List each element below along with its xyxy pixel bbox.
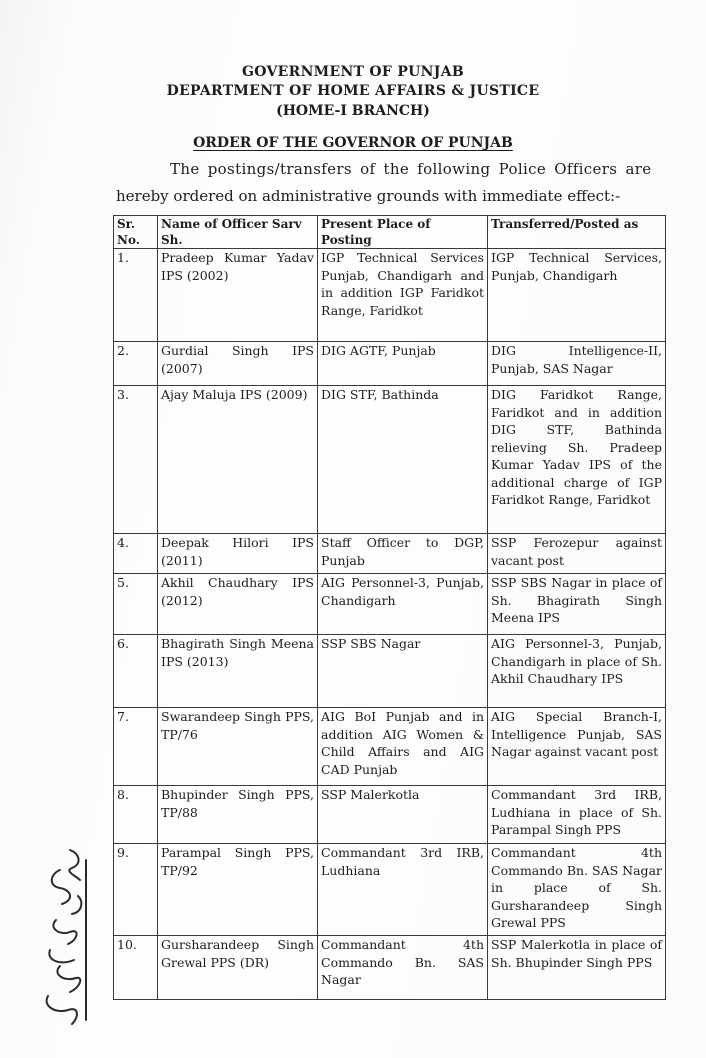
table-row bbox=[114, 786, 666, 844]
table-row bbox=[114, 574, 666, 635]
row-present-posting: Commandant 4th Commando Bn. SAS Nagar bbox=[318, 936, 488, 1000]
table-row bbox=[114, 342, 666, 386]
row-present-posting: SSP SBS Nagar bbox=[318, 635, 488, 708]
row-officer-name: Parampal Singh PPS, TP/92 bbox=[158, 844, 318, 936]
row-present-posting: Commandant 3rd IRB, Ludhiana bbox=[318, 844, 488, 936]
row-sr-no: 7. bbox=[114, 708, 158, 786]
table-header-row bbox=[114, 216, 666, 249]
row-transferred-as: AIG Personnel-3, Punjab, Chandigarh in place of Sh. Akhil Chaudhary IPS bbox=[488, 635, 666, 708]
header-present-posting: Present Place of Posting bbox=[318, 216, 488, 249]
row-transferred-as: SSP Malerkotla in place of Sh. Bhupinder Singh PPS bbox=[488, 936, 666, 1000]
row-sr-no: 9. bbox=[114, 844, 158, 936]
row-present-posting: Staff Officer to DGP, Punjab bbox=[318, 534, 488, 574]
row-transferred-as: DIG Faridkot Range, Faridkot and in addition DIG STF, Bathinda relieving Sh. Pradeep Kumar Yadav IPS of the additional charge of IGP Faridkot Range, Faridkot bbox=[488, 386, 666, 534]
row-officer-name: Deepak Hilori IPS (2011) bbox=[158, 534, 318, 574]
row-officer-name: Gurdial Singh IPS (2007) bbox=[158, 342, 318, 386]
row-present-posting: SSP Malerkotla bbox=[318, 786, 488, 844]
row-officer-name: Gursharandeep Singh Grewal PPS (DR) bbox=[158, 936, 318, 1000]
row-present-posting: AIG BoI Punjab and in addition AIG Women & Child Affairs and AIG CAD Punjab bbox=[318, 708, 488, 786]
row-sr-no: 3. bbox=[114, 386, 158, 534]
header-officer-name: Name of Officer Sarv Sh. bbox=[158, 216, 318, 249]
row-present-posting: AIG Personnel-3, Punjab, Chandigarh bbox=[318, 574, 488, 635]
row-present-posting: IGP Technical Services Punjab, Chandigarh and in addition IGP Faridkot Range, Faridkot bbox=[318, 249, 488, 342]
table-row bbox=[114, 386, 666, 534]
header-branch: (HOME-I BRANCH) bbox=[276, 103, 430, 119]
row-present-posting: DIG AGTF, Punjab bbox=[318, 342, 488, 386]
order-title bbox=[0, 135, 706, 151]
transfer-table bbox=[113, 215, 666, 1000]
table-row bbox=[114, 708, 666, 786]
row-sr-no: 8. bbox=[114, 786, 158, 844]
table-row bbox=[114, 844, 666, 936]
row-transferred-as: IGP Technical Services, Punjab, Chandigarh bbox=[488, 249, 666, 342]
row-transferred-as: SSP SBS Nagar in place of Sh. Bhagirath Singh Meena IPS bbox=[488, 574, 666, 635]
table-row bbox=[114, 534, 666, 574]
row-transferred-as: Commandant 3rd IRB, Ludhiana in place of Sh. Parampal Singh PPS bbox=[488, 786, 666, 844]
row-transferred-as: Commandant 4th Commando Bn. SAS Nagar in place of Sh. Gursharandeep Singh Grewal PPS bbox=[488, 844, 666, 936]
header-sr-no: Sr. No. bbox=[114, 216, 158, 249]
row-officer-name: Swarandeep Singh PPS, TP/76 bbox=[158, 708, 318, 786]
row-officer-name: Pradeep Kumar Yadav IPS (2002) bbox=[158, 249, 318, 342]
intro-line-1: The postings/transfers of the following Police Officers are bbox=[170, 160, 652, 178]
order-title-text: ORDER OF THE GOVERNOR OF PUNJAB bbox=[193, 135, 513, 151]
header-government: GOVERNMENT OF PUNJAB bbox=[242, 64, 464, 80]
row-officer-name: Bhupinder Singh PPS, TP/88 bbox=[158, 786, 318, 844]
row-officer-name: Bhagirath Singh Meena IPS (2013) bbox=[158, 635, 318, 708]
row-sr-no: 5. bbox=[114, 574, 158, 635]
row-sr-no: 10. bbox=[114, 936, 158, 1000]
row-transferred-as: SSP Ferozepur against vacant post bbox=[488, 534, 666, 574]
header-department: DEPARTMENT OF HOME AFFAIRS & JUSTICE bbox=[166, 83, 540, 99]
table-row bbox=[114, 249, 666, 342]
intro-line-2: hereby ordered on administrative grounds with immediate effect:- bbox=[116, 187, 621, 205]
row-sr-no: 1. bbox=[114, 249, 158, 342]
table-row bbox=[114, 936, 666, 1000]
row-transferred-as: AIG Special Branch-I, Intelligence Punjab, SAS Nagar against vacant post bbox=[488, 708, 666, 786]
handwritten-signature bbox=[20, 840, 100, 1030]
row-transferred-as: DIG Intelligence-II, Punjab, SAS Nagar bbox=[488, 342, 666, 386]
table-row bbox=[114, 635, 666, 708]
row-officer-name: Akhil Chaudhary IPS (2012) bbox=[158, 574, 318, 635]
header-transferred-as: Transferred/Posted as bbox=[488, 216, 666, 249]
row-sr-no: 2. bbox=[114, 342, 158, 386]
row-present-posting: DIG STF, Bathinda bbox=[318, 386, 488, 534]
row-sr-no: 4. bbox=[114, 534, 158, 574]
row-officer-name: Ajay Maluja IPS (2009) bbox=[158, 386, 318, 534]
row-sr-no: 6. bbox=[114, 635, 158, 708]
